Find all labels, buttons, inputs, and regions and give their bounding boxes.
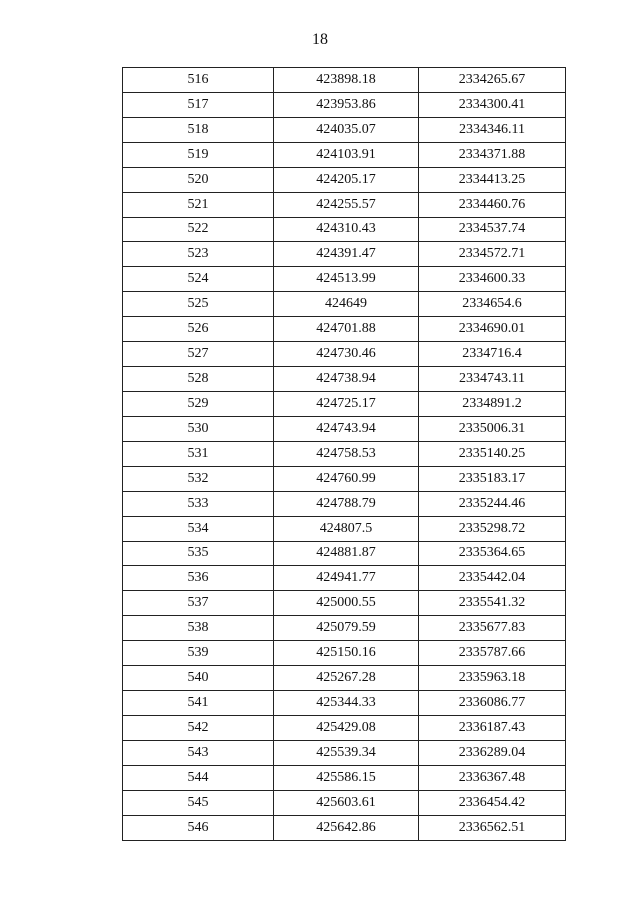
y-coordinate-cell: 2334346.11 xyxy=(419,117,566,142)
x-coordinate-cell: 424391.47 xyxy=(274,242,419,267)
y-coordinate-cell: 2336454.42 xyxy=(419,790,566,815)
y-coordinate-cell: 2335298.72 xyxy=(419,516,566,541)
table-row xyxy=(123,641,566,666)
table-row xyxy=(123,317,566,342)
x-coordinate-cell: 425000.55 xyxy=(274,591,419,616)
table-row xyxy=(123,242,566,267)
y-coordinate-cell: 2334300.41 xyxy=(419,92,566,117)
table-row xyxy=(123,342,566,367)
point-number-cell: 522 xyxy=(123,217,274,242)
y-coordinate-cell: 2334690.01 xyxy=(419,317,566,342)
point-number-cell: 517 xyxy=(123,92,274,117)
point-number-cell: 539 xyxy=(123,641,274,666)
y-coordinate-cell: 2334891.2 xyxy=(419,391,566,416)
x-coordinate-cell: 423953.86 xyxy=(274,92,419,117)
table-row xyxy=(123,591,566,616)
point-number-cell: 525 xyxy=(123,292,274,317)
table-row xyxy=(123,815,566,840)
table-row xyxy=(123,616,566,641)
point-number-cell: 519 xyxy=(123,142,274,167)
x-coordinate-cell: 423898.18 xyxy=(274,68,419,93)
y-coordinate-cell: 2335183.17 xyxy=(419,466,566,491)
x-coordinate-cell: 424725.17 xyxy=(274,391,419,416)
x-coordinate-cell: 424743.94 xyxy=(274,416,419,441)
y-coordinate-cell: 2335140.25 xyxy=(419,441,566,466)
table-row xyxy=(123,691,566,716)
x-coordinate-cell: 424730.46 xyxy=(274,342,419,367)
table-row xyxy=(123,541,566,566)
x-coordinate-cell: 424881.87 xyxy=(274,541,419,566)
table-row xyxy=(123,416,566,441)
y-coordinate-cell: 2334654.6 xyxy=(419,292,566,317)
point-number-cell: 520 xyxy=(123,167,274,192)
point-number-cell: 540 xyxy=(123,666,274,691)
point-number-cell: 541 xyxy=(123,691,274,716)
x-coordinate-cell: 425603.61 xyxy=(274,790,419,815)
x-coordinate-cell: 424255.57 xyxy=(274,192,419,217)
point-number-cell: 543 xyxy=(123,740,274,765)
point-number-cell: 516 xyxy=(123,68,274,93)
point-number-cell: 531 xyxy=(123,441,274,466)
table-row xyxy=(123,167,566,192)
y-coordinate-cell: 2334413.25 xyxy=(419,167,566,192)
point-number-cell: 530 xyxy=(123,416,274,441)
y-coordinate-cell: 2335677.83 xyxy=(419,616,566,641)
table-row xyxy=(123,367,566,392)
x-coordinate-cell: 424513.99 xyxy=(274,267,419,292)
point-number-cell: 546 xyxy=(123,815,274,840)
table-row xyxy=(123,217,566,242)
table-row xyxy=(123,740,566,765)
x-coordinate-cell: 425642.86 xyxy=(274,815,419,840)
x-coordinate-cell: 424310.43 xyxy=(274,217,419,242)
point-number-cell: 537 xyxy=(123,591,274,616)
table-row xyxy=(123,142,566,167)
point-number-cell: 538 xyxy=(123,616,274,641)
y-coordinate-cell: 2334537.74 xyxy=(419,217,566,242)
table-row xyxy=(123,441,566,466)
y-coordinate-cell: 2336289.04 xyxy=(419,740,566,765)
y-coordinate-cell: 2334600.33 xyxy=(419,267,566,292)
x-coordinate-cell: 424760.99 xyxy=(274,466,419,491)
table-row xyxy=(123,765,566,790)
x-coordinate-cell: 424738.94 xyxy=(274,367,419,392)
point-number-cell: 518 xyxy=(123,117,274,142)
point-number-cell: 532 xyxy=(123,466,274,491)
y-coordinate-cell: 2334572.71 xyxy=(419,242,566,267)
y-coordinate-cell: 2334460.76 xyxy=(419,192,566,217)
table-row xyxy=(123,117,566,142)
y-coordinate-cell: 2334743.11 xyxy=(419,367,566,392)
x-coordinate-cell: 425150.16 xyxy=(274,641,419,666)
x-coordinate-cell: 424807.5 xyxy=(274,516,419,541)
x-coordinate-cell: 425429.08 xyxy=(274,715,419,740)
y-coordinate-cell: 2334371.88 xyxy=(419,142,566,167)
point-number-cell: 542 xyxy=(123,715,274,740)
table-row xyxy=(123,566,566,591)
table-row xyxy=(123,666,566,691)
point-number-cell: 535 xyxy=(123,541,274,566)
y-coordinate-cell: 2335442.04 xyxy=(419,566,566,591)
table-row xyxy=(123,292,566,317)
table-row xyxy=(123,391,566,416)
x-coordinate-cell: 424035.07 xyxy=(274,117,419,142)
x-coordinate-cell: 425586.15 xyxy=(274,765,419,790)
y-coordinate-cell: 2335787.66 xyxy=(419,641,566,666)
x-coordinate-cell: 425539.34 xyxy=(274,740,419,765)
table-row xyxy=(123,516,566,541)
table-row xyxy=(123,715,566,740)
point-number-cell: 526 xyxy=(123,317,274,342)
y-coordinate-cell: 2336086.77 xyxy=(419,691,566,716)
x-coordinate-cell: 424788.79 xyxy=(274,491,419,516)
y-coordinate-cell: 2336562.51 xyxy=(419,815,566,840)
x-coordinate-cell: 424701.88 xyxy=(274,317,419,342)
y-coordinate-cell: 2335963.18 xyxy=(419,666,566,691)
point-number-cell: 533 xyxy=(123,491,274,516)
point-number-cell: 521 xyxy=(123,192,274,217)
x-coordinate-cell: 424758.53 xyxy=(274,441,419,466)
x-coordinate-cell: 425344.33 xyxy=(274,691,419,716)
point-number-cell: 527 xyxy=(123,342,274,367)
y-coordinate-cell: 2335541.32 xyxy=(419,591,566,616)
table-row xyxy=(123,491,566,516)
x-coordinate-cell: 425079.59 xyxy=(274,616,419,641)
point-number-cell: 528 xyxy=(123,367,274,392)
point-number-cell: 529 xyxy=(123,391,274,416)
y-coordinate-cell: 2335364.65 xyxy=(419,541,566,566)
coordinate-table-body xyxy=(123,68,566,841)
point-number-cell: 534 xyxy=(123,516,274,541)
x-coordinate-cell: 425267.28 xyxy=(274,666,419,691)
table-row xyxy=(123,790,566,815)
x-coordinate-cell: 424941.77 xyxy=(274,566,419,591)
table-row xyxy=(123,68,566,93)
table-row xyxy=(123,92,566,117)
y-coordinate-cell: 2335244.46 xyxy=(419,491,566,516)
point-number-cell: 545 xyxy=(123,790,274,815)
point-number-cell: 524 xyxy=(123,267,274,292)
point-number-cell: 523 xyxy=(123,242,274,267)
point-number-cell: 544 xyxy=(123,765,274,790)
y-coordinate-cell: 2336187.43 xyxy=(419,715,566,740)
x-coordinate-cell: 424649 xyxy=(274,292,419,317)
y-coordinate-cell: 2334716.4 xyxy=(419,342,566,367)
y-coordinate-cell: 2334265.67 xyxy=(419,68,566,93)
x-coordinate-cell: 424205.17 xyxy=(274,167,419,192)
point-number-cell: 536 xyxy=(123,566,274,591)
coordinate-table xyxy=(122,67,566,841)
y-coordinate-cell: 2335006.31 xyxy=(419,416,566,441)
table-row xyxy=(123,192,566,217)
y-coordinate-cell: 2336367.48 xyxy=(419,765,566,790)
x-coordinate-cell: 424103.91 xyxy=(274,142,419,167)
table-row xyxy=(123,267,566,292)
table-row xyxy=(123,466,566,491)
page-number: 18 xyxy=(312,31,328,48)
